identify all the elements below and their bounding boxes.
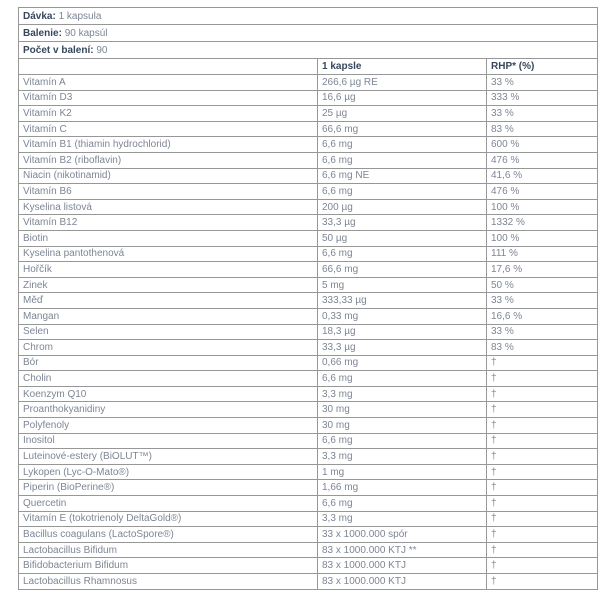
ingredient-amount: 3,3 mg bbox=[318, 386, 487, 402]
ingredient-amount: 6,6 mg bbox=[318, 152, 487, 168]
ingredient-amount: 66,6 mg bbox=[318, 121, 487, 137]
ingredient-rhp: † bbox=[487, 449, 598, 465]
ingredient-name: Quercetin bbox=[19, 496, 318, 512]
package-cell bbox=[19, 25, 598, 42]
table-header-row bbox=[19, 59, 598, 75]
ingredient-amount: 1,66 mg bbox=[318, 480, 487, 496]
ingredient-rhp: † bbox=[487, 355, 598, 371]
ingredient-amount: 66,6 mg bbox=[318, 262, 487, 278]
table-row bbox=[19, 168, 598, 184]
header-amount-cell: 1 kapsle bbox=[318, 59, 487, 75]
table-row bbox=[19, 75, 598, 91]
count-cell bbox=[19, 42, 598, 59]
table-row bbox=[19, 215, 598, 231]
table-row bbox=[19, 121, 598, 137]
ingredient-amount: 33 x 1000.000 spór bbox=[318, 527, 487, 543]
table-row bbox=[19, 90, 598, 106]
ingredient-name: Vitamín D3 bbox=[19, 90, 318, 106]
ingredient-name: Vitamín B1 (thiamin hydrochlorid) bbox=[19, 137, 318, 153]
ingredient-name: Hořčík bbox=[19, 262, 318, 278]
table-row bbox=[19, 433, 598, 449]
ingredient-rhp: † bbox=[487, 418, 598, 434]
ingredient-amount: 3,3 mg bbox=[318, 449, 487, 465]
ingredient-name: Lykopen (Lyc-O-Mato®) bbox=[19, 464, 318, 480]
ingredient-rhp: 50 % bbox=[487, 277, 598, 293]
ingredient-amount: 6,6 mg bbox=[318, 371, 487, 387]
ingredient-amount: 83 x 1000.000 KTJ bbox=[318, 574, 487, 590]
table-row bbox=[19, 511, 598, 527]
ingredient-name: Piperin (BioPerine®) bbox=[19, 480, 318, 496]
ingredient-name: Vitamín B12 bbox=[19, 215, 318, 231]
ingredient-rhp: 33 % bbox=[487, 293, 598, 309]
table-row bbox=[19, 464, 598, 480]
table-row bbox=[19, 308, 598, 324]
ingredient-rhp: † bbox=[487, 480, 598, 496]
table-row bbox=[19, 418, 598, 434]
ingredient-name: Vitamín K2 bbox=[19, 106, 318, 122]
ingredient-rhp: 83 % bbox=[487, 340, 598, 356]
ingredient-amount: 5 mg bbox=[318, 277, 487, 293]
ingredient-rhp: 100 % bbox=[487, 199, 598, 215]
ingredient-name: Lactobacillus Bifidum bbox=[19, 542, 318, 558]
ingredient-name: Vitamín B2 (riboflavin) bbox=[19, 152, 318, 168]
table-row bbox=[19, 386, 598, 402]
ingredient-rhp: † bbox=[487, 371, 598, 387]
ingredient-name: Biotin bbox=[19, 230, 318, 246]
table-row bbox=[19, 230, 598, 246]
ingredient-amount: 83 x 1000.000 KTJ bbox=[318, 558, 487, 574]
ingredient-amount: 0,66 mg bbox=[318, 355, 487, 371]
table-row bbox=[19, 496, 598, 512]
ingredient-name: Vitamín C bbox=[19, 121, 318, 137]
ingredient-name: Polyfenoly bbox=[19, 418, 318, 434]
ingredient-name: Zinek bbox=[19, 277, 318, 293]
ingredient-rhp: 16,6 % bbox=[487, 308, 598, 324]
ingredient-rhp: 600 % bbox=[487, 137, 598, 153]
ingredient-rhp: † bbox=[487, 558, 598, 574]
dose-label: Dávka: bbox=[23, 10, 56, 22]
ingredient-name: Vitamín B6 bbox=[19, 184, 318, 200]
ingredient-amount: 6,6 mg bbox=[318, 137, 487, 153]
table-row bbox=[19, 277, 598, 293]
ingredient-name: Niacin (nikotinamid) bbox=[19, 168, 318, 184]
ingredient-amount: 30 mg bbox=[318, 418, 487, 434]
dose-cell bbox=[19, 8, 598, 25]
table-row bbox=[19, 480, 598, 496]
package-label: Balenie: bbox=[23, 27, 62, 39]
ingredient-rhp: 476 % bbox=[487, 184, 598, 200]
ingredient-name: Kyselina pantothenová bbox=[19, 246, 318, 262]
table-row bbox=[19, 262, 598, 278]
ingredient-amount: 6,6 mg bbox=[318, 246, 487, 262]
table-row bbox=[19, 558, 598, 574]
ingredient-rhp: 476 % bbox=[487, 152, 598, 168]
ingredient-rows bbox=[19, 75, 598, 590]
table-row bbox=[19, 574, 598, 590]
ingredient-amount: 6,6 mg NE bbox=[318, 168, 487, 184]
ingredient-amount: 18,3 µg bbox=[318, 324, 487, 340]
ingredient-amount: 6,6 mg bbox=[318, 496, 487, 512]
ingredient-name: Inositol bbox=[19, 433, 318, 449]
ingredient-name: Mangan bbox=[19, 308, 318, 324]
table-row bbox=[19, 137, 598, 153]
ingredient-rhp: † bbox=[487, 464, 598, 480]
ingredient-name: Selen bbox=[19, 324, 318, 340]
ingredient-amount: 0,33 mg bbox=[318, 308, 487, 324]
ingredient-rhp: † bbox=[487, 511, 598, 527]
ingredient-rhp: 17,6 % bbox=[487, 262, 598, 278]
table-row bbox=[19, 340, 598, 356]
ingredient-name: Bór bbox=[19, 355, 318, 371]
ingredient-rhp: 33 % bbox=[487, 324, 598, 340]
table-row bbox=[19, 402, 598, 418]
ingredient-amount: 333,33 µg bbox=[318, 293, 487, 309]
ingredient-rhp: 333 % bbox=[487, 90, 598, 106]
ingredient-rhp: † bbox=[487, 542, 598, 558]
table-row bbox=[19, 246, 598, 262]
table-row bbox=[19, 324, 598, 340]
ingredient-rhp: 33 % bbox=[487, 75, 598, 91]
dose-value: 1 kapsula bbox=[58, 10, 102, 22]
header-name-cell bbox=[19, 59, 318, 75]
ingredient-name: Proanthokyanidiny bbox=[19, 402, 318, 418]
ingredient-rhp: 1332 % bbox=[487, 215, 598, 231]
ingredient-name: Koenzym Q10 bbox=[19, 386, 318, 402]
ingredient-amount: 266,6 µg RE bbox=[318, 75, 487, 91]
ingredient-name: Bacillus coagulans (LactoSpore®) bbox=[19, 527, 318, 543]
ingredient-rhp: † bbox=[487, 433, 598, 449]
ingredient-amount: 200 µg bbox=[318, 199, 487, 215]
ingredient-name: Měď bbox=[19, 293, 318, 309]
ingredient-rhp: † bbox=[487, 386, 598, 402]
table-row bbox=[19, 152, 598, 168]
ingredient-rhp: † bbox=[487, 496, 598, 512]
dose-row bbox=[19, 8, 598, 25]
ingredient-amount: 33,3 µg bbox=[318, 340, 487, 356]
ingredient-rhp: 83 % bbox=[487, 121, 598, 137]
ingredient-name: Lactobacillus Rhamnosus bbox=[19, 574, 318, 590]
ingredient-amount: 16,6 µg bbox=[318, 90, 487, 106]
ingredient-name: Luteinové-estery (BiOLUT™) bbox=[19, 449, 318, 465]
ingredient-name: Cholin bbox=[19, 371, 318, 387]
count-value: 90 bbox=[96, 44, 108, 56]
table-row bbox=[19, 199, 598, 215]
table-row bbox=[19, 449, 598, 465]
table-row bbox=[19, 527, 598, 543]
nutrition-table bbox=[18, 7, 598, 590]
table-row bbox=[19, 184, 598, 200]
ingredient-name: Bifidobacterium Bifidum bbox=[19, 558, 318, 574]
ingredient-rhp: † bbox=[487, 574, 598, 590]
header-rhp-cell: RHP* (%) bbox=[487, 59, 598, 75]
ingredient-rhp: † bbox=[487, 402, 598, 418]
count-label: Počet v balení: bbox=[23, 44, 94, 56]
table-row bbox=[19, 542, 598, 558]
package-row bbox=[19, 25, 598, 42]
ingredient-amount: 6,6 mg bbox=[318, 184, 487, 200]
ingredient-amount: 3,3 mg bbox=[318, 511, 487, 527]
ingredient-amount: 33,3 µg bbox=[318, 215, 487, 231]
ingredient-rhp: 33 % bbox=[487, 106, 598, 122]
ingredient-name: Vitamín E (tokotrienoly DeltaGold®) bbox=[19, 511, 318, 527]
table-row bbox=[19, 371, 598, 387]
ingredient-name: Vitamín A bbox=[19, 75, 318, 91]
ingredient-name: Kyselina listová bbox=[19, 199, 318, 215]
table-row bbox=[19, 293, 598, 309]
ingredient-amount: 50 µg bbox=[318, 230, 487, 246]
count-row bbox=[19, 42, 598, 59]
ingredient-amount: 83 x 1000.000 KTJ ** bbox=[318, 542, 487, 558]
table-row bbox=[19, 106, 598, 122]
ingredient-rhp: 111 % bbox=[487, 246, 598, 262]
package-value: 90 kapsúl bbox=[64, 27, 108, 39]
ingredient-amount: 25 µg bbox=[318, 106, 487, 122]
ingredient-rhp: † bbox=[487, 527, 598, 543]
ingredient-amount: 30 mg bbox=[318, 402, 487, 418]
ingredient-amount: 6,6 mg bbox=[318, 433, 487, 449]
ingredient-amount: 1 mg bbox=[318, 464, 487, 480]
table-row bbox=[19, 355, 598, 371]
ingredient-rhp: 41,6 % bbox=[487, 168, 598, 184]
ingredient-rhp: 100 % bbox=[487, 230, 598, 246]
ingredient-name: Chrom bbox=[19, 340, 318, 356]
